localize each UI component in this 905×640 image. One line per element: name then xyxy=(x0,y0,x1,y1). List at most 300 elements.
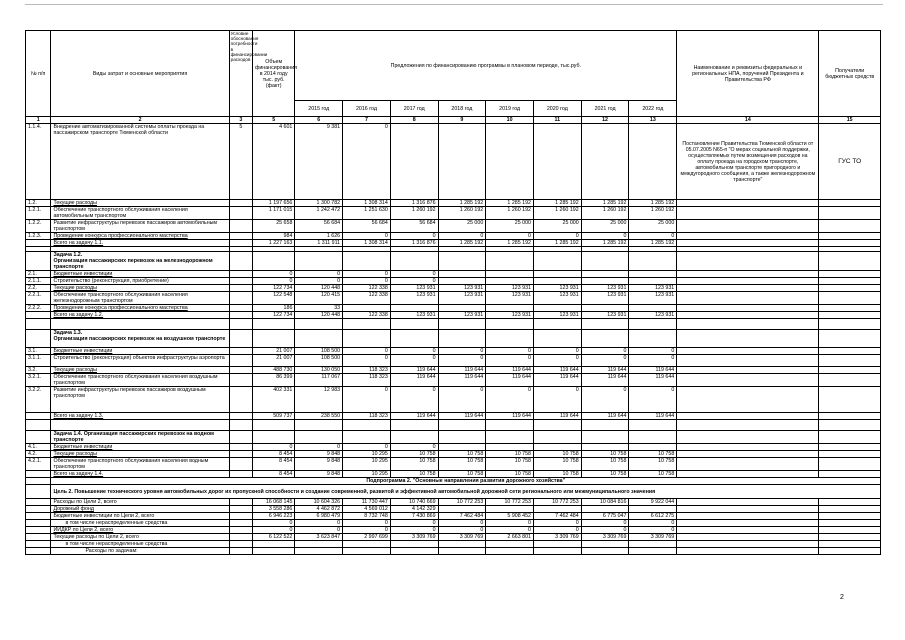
table-row xyxy=(26,387,881,413)
row-basis xyxy=(229,471,252,478)
empty-cell xyxy=(26,319,51,330)
recipient-cell xyxy=(819,534,881,541)
value-cell xyxy=(343,305,391,312)
row-number xyxy=(26,252,51,271)
value-cell xyxy=(629,541,677,548)
value-cell: 123 931 xyxy=(629,312,677,319)
value-cell: 1 285 192 xyxy=(581,240,629,247)
row-number: 3.2. xyxy=(26,367,51,374)
value-cell xyxy=(390,541,438,548)
value-cell: 0 xyxy=(486,348,534,355)
header-kind: Виды затрат и основные мероприятия xyxy=(51,31,229,117)
value-cell xyxy=(390,124,438,200)
value-cell: 119 644 xyxy=(533,413,581,420)
value-cell: 488 730 xyxy=(252,367,294,374)
value-cell xyxy=(438,548,486,555)
row-text: ИИДКР по Цели 2, всего xyxy=(51,527,229,534)
value-cell: 120 448 xyxy=(295,312,343,319)
empty-cell xyxy=(533,330,581,348)
value-cell: 122 338 xyxy=(343,312,391,319)
value-cell: 6 946 223 xyxy=(252,513,294,520)
value-cell: 1 260 192 xyxy=(438,207,486,220)
value-cell: 1 308 314 xyxy=(343,200,391,207)
recipient-cell xyxy=(819,285,881,292)
value-cell xyxy=(390,305,438,312)
value-cell: 3 309 769 xyxy=(629,534,677,541)
value-cell: 186 xyxy=(252,305,294,312)
value-cell: 123 931 xyxy=(486,285,534,292)
value-cell xyxy=(295,548,343,555)
empty-cell xyxy=(252,431,294,444)
row-basis xyxy=(229,207,252,220)
empty-cell xyxy=(819,431,881,444)
empty-cell xyxy=(229,330,252,348)
value-cell xyxy=(343,548,391,555)
value-cell: 21 007 xyxy=(252,348,294,355)
task-title-label: Задача 1.4. Организация пассажирских перевозок на водном транспорте xyxy=(53,431,214,443)
value-cell: 0 xyxy=(629,387,677,413)
row-text: Бюджетные инвестиции по Цели 2, всего xyxy=(51,513,229,520)
row-number: 1.2.2. xyxy=(26,220,51,233)
table-row xyxy=(26,312,881,319)
recipient-cell xyxy=(819,541,881,548)
empty-cell xyxy=(252,420,294,431)
value-cell: 0 xyxy=(438,348,486,355)
value-cell: 123 931 xyxy=(533,292,581,305)
row-text: Строительство (реконструкция, приобретение) xyxy=(51,278,229,285)
value-cell xyxy=(533,305,581,312)
value-cell: 6 980 479 xyxy=(295,513,343,520)
recipient-cell xyxy=(819,548,881,555)
empty-cell xyxy=(390,420,438,431)
value-cell: 0 xyxy=(343,124,391,200)
value-cell: 0 xyxy=(486,387,534,413)
value-cell: 0 xyxy=(533,233,581,240)
value-cell xyxy=(486,541,534,548)
value-cell: 1 285 192 xyxy=(486,200,534,207)
empty-cell xyxy=(629,319,677,330)
row-basis xyxy=(229,499,252,506)
financing-table xyxy=(25,30,881,555)
value-cell xyxy=(486,506,534,513)
value-cell: 3 309 769 xyxy=(533,534,581,541)
value-cell: 122 734 xyxy=(252,312,294,319)
value-cell xyxy=(390,548,438,555)
empty-cell xyxy=(252,319,294,330)
npa-cell xyxy=(677,451,819,458)
row-text: Бюджетные инвестиции xyxy=(51,444,229,451)
value-cell xyxy=(629,548,677,555)
value-cell xyxy=(343,541,391,548)
col-number: 3 xyxy=(229,117,252,124)
value-cell: 119 644 xyxy=(390,413,438,420)
value-cell: 1 285 192 xyxy=(629,240,677,247)
empty-cell xyxy=(486,431,534,444)
empty-cell xyxy=(229,252,252,271)
row-basis xyxy=(229,312,252,319)
value-cell: 119 644 xyxy=(629,367,677,374)
row-text: Развитие инфраструктуры перевозок пассажиров автомобильным транспортом xyxy=(51,220,229,233)
value-cell xyxy=(533,444,581,451)
recipient-cell xyxy=(819,374,881,387)
npa-cell xyxy=(677,548,819,555)
npa-cell xyxy=(677,520,819,527)
value-cell: 0 xyxy=(252,271,294,278)
value-cell: 0 xyxy=(629,355,677,367)
value-cell: 10 758 xyxy=(438,471,486,478)
header-npa: Наименование и реквизиты федеральных и региональных НПА, поручений Президента и Правительства РФ xyxy=(677,31,819,117)
recipient-cell xyxy=(819,527,881,534)
npa-cell xyxy=(677,374,819,387)
column-numbers-row xyxy=(26,117,881,124)
col-number: 2 xyxy=(51,117,229,124)
value-cell: 119 644 xyxy=(438,374,486,387)
value-cell: 119 644 xyxy=(581,367,629,374)
npa-cell xyxy=(677,200,819,207)
value-cell: 16 068 145 xyxy=(252,499,294,506)
value-cell: 7 462 484 xyxy=(533,513,581,520)
row-number xyxy=(26,431,51,444)
top-rule xyxy=(25,4,883,5)
npa-cell xyxy=(677,444,819,451)
empty-cell xyxy=(533,252,581,271)
value-cell xyxy=(533,548,581,555)
value-cell: 0 xyxy=(533,520,581,527)
value-cell: 5 908 452 xyxy=(486,513,534,520)
value-cell: 123 931 xyxy=(438,292,486,305)
value-cell: 0 xyxy=(390,387,438,413)
npa-cell xyxy=(677,367,819,374)
value-cell: 123 931 xyxy=(629,292,677,305)
header-year: 2016 год xyxy=(343,101,391,117)
value-cell: 0 xyxy=(533,355,581,367)
value-cell: 0 xyxy=(629,520,677,527)
value-cell: 119 644 xyxy=(438,367,486,374)
value-cell: 0 xyxy=(252,444,294,451)
value-cell: 238 550 xyxy=(295,413,343,420)
value-cell: 10 772 253 xyxy=(533,499,581,506)
value-cell: 119 644 xyxy=(629,374,677,387)
value-cell: 123 931 xyxy=(438,285,486,292)
value-cell: 12 983 xyxy=(295,387,343,413)
span-text: Цель 2. Повышение технического уровня автомобильных дорог их пропускной способности и создание современной, развитой и эффективной автомобильной дорожной сети регионального или межмуниципального значения xyxy=(51,485,881,499)
npa-cell xyxy=(677,348,819,355)
value-cell: 0 xyxy=(343,233,391,240)
row-text: Всего на задачу 1.4. xyxy=(51,471,229,478)
value-cell: 4 462 872 xyxy=(295,506,343,513)
value-cell: 9 848 xyxy=(295,451,343,458)
row-number: 3.2.2. xyxy=(26,387,51,413)
recipient-cell xyxy=(819,387,881,413)
task-title-sub: Организация пассажирских перевозок на железнодорожном транспорте xyxy=(53,258,213,270)
value-cell: 1 260 192 xyxy=(629,207,677,220)
value-cell: 25 000 xyxy=(533,220,581,233)
value-cell: 10 758 xyxy=(581,471,629,478)
col-number: 12 xyxy=(581,117,629,124)
recipient-cell xyxy=(819,444,881,451)
value-cell: 56 684 xyxy=(343,220,391,233)
header-year: 2015 год xyxy=(295,101,343,117)
page-number: 2 xyxy=(840,594,844,601)
empty-cell xyxy=(295,431,343,444)
row-text: Обеспечение транспортного обслуживания населения автомобильным транспортом xyxy=(51,207,229,220)
row-basis xyxy=(229,513,252,520)
empty-cell xyxy=(677,420,819,431)
value-cell: 0 xyxy=(390,527,438,534)
value-cell: 108 500 xyxy=(295,348,343,355)
value-cell: 0 xyxy=(343,444,391,451)
value-cell: 0 xyxy=(629,348,677,355)
value-cell: 119 644 xyxy=(390,374,438,387)
row-text: Текущие расходы xyxy=(51,200,229,207)
value-cell: 10 740 669 xyxy=(390,499,438,506)
table-row xyxy=(26,499,881,506)
value-cell: 0 xyxy=(533,527,581,534)
value-cell: 1 227 163 xyxy=(252,240,294,247)
empty-cell xyxy=(533,420,581,431)
value-cell xyxy=(629,124,677,200)
npa-cell xyxy=(677,506,819,513)
npa-cell: Постановление Правительства Тюменской области от 05.07.2005 N65-п "О мерах социальной поддержки, осуществляемых путем возмещения расходов на оплату проезда на городском транспорте, автомобильном транспорте пригородного и междугородного сообщения, а также железнодорожном транспорте" xyxy=(677,124,819,200)
row-basis xyxy=(229,240,252,247)
row-number xyxy=(26,548,51,555)
row-basis xyxy=(229,285,252,292)
value-cell xyxy=(533,271,581,278)
row-text: Проведение конкурса профессионального мастерства xyxy=(51,305,229,312)
row-number xyxy=(26,485,51,499)
table-row xyxy=(26,506,881,513)
value-cell: 56 684 xyxy=(295,220,343,233)
empty-cell xyxy=(390,319,438,330)
empty-cell xyxy=(343,431,391,444)
row-number: 4.2.1. xyxy=(26,458,51,471)
empty-cell xyxy=(819,319,881,330)
value-cell: 0 xyxy=(438,233,486,240)
task-title-label: Задача 1.3. xyxy=(53,330,83,336)
value-cell xyxy=(581,444,629,451)
row-text: Обеспечение транспортного обслуживания населения водным транспортом xyxy=(51,458,229,471)
empty-cell xyxy=(581,330,629,348)
value-cell: 0 xyxy=(438,387,486,413)
col-number: 6 xyxy=(295,117,343,124)
task-title xyxy=(51,252,229,271)
table-row xyxy=(26,124,881,200)
recipient-cell xyxy=(819,499,881,506)
value-cell: 123 931 xyxy=(581,292,629,305)
empty-cell xyxy=(819,252,881,271)
value-cell: 1 308 314 xyxy=(343,240,391,247)
value-cell: 4 142 329 xyxy=(390,506,438,513)
row-text: Текущие расходы xyxy=(51,367,229,374)
empty-cell xyxy=(629,420,677,431)
value-cell: 1 311 911 xyxy=(295,240,343,247)
recipient-cell xyxy=(819,413,881,420)
empty-cell xyxy=(486,319,534,330)
row-basis xyxy=(229,520,252,527)
table-row xyxy=(26,548,881,555)
value-cell: 0 xyxy=(295,520,343,527)
value-cell: 123 931 xyxy=(390,292,438,305)
task-title xyxy=(51,330,229,348)
row-number: 1.2.1. xyxy=(26,207,51,220)
span-text: Подпрограмма 2. "Основные направления развития дорожного хозяйства" xyxy=(51,478,881,485)
value-cell: 1 626 xyxy=(295,233,343,240)
row-basis xyxy=(229,444,252,451)
value-cell: 123 931 xyxy=(486,312,534,319)
table-row xyxy=(26,240,881,247)
value-cell: 0 xyxy=(438,520,486,527)
value-cell: 0 xyxy=(486,527,534,534)
empty-cell xyxy=(486,330,534,348)
value-cell: 10 758 xyxy=(581,458,629,471)
table-row xyxy=(26,278,881,285)
row-basis xyxy=(229,271,252,278)
empty-cell xyxy=(438,420,486,431)
value-cell xyxy=(581,541,629,548)
value-cell: 1 171 015 xyxy=(252,207,294,220)
empty-cell xyxy=(819,330,881,348)
value-cell xyxy=(533,124,581,200)
value-cell: 123 931 xyxy=(438,312,486,319)
value-cell: 0 xyxy=(252,520,294,527)
row-number: 1.2. xyxy=(26,200,51,207)
row-basis xyxy=(229,374,252,387)
row-text: Всего на задачу 1.1. xyxy=(51,240,229,247)
value-cell: 0 xyxy=(343,387,391,413)
row-text: Текущие расходы по Цели 2, всего xyxy=(51,534,229,541)
empty-cell xyxy=(533,431,581,444)
value-cell: 25 658 xyxy=(252,220,294,233)
row-number: 2.1.1. xyxy=(26,278,51,285)
task-title-label: Задача 1.2. xyxy=(53,252,83,258)
value-cell: 10 758 xyxy=(438,451,486,458)
span-row xyxy=(26,478,881,485)
value-cell: 0 xyxy=(390,444,438,451)
value-cell: 117 067 xyxy=(295,374,343,387)
empty-cell xyxy=(229,319,252,330)
row-number xyxy=(26,527,51,534)
value-cell: 25 000 xyxy=(629,220,677,233)
value-cell: 123 931 xyxy=(581,312,629,319)
value-cell: 7 462 484 xyxy=(438,513,486,520)
value-cell: 1 260 192 xyxy=(581,207,629,220)
empty-cell xyxy=(581,431,629,444)
value-cell: 108 500 xyxy=(295,355,343,367)
empty-cell xyxy=(229,420,252,431)
value-cell: 122 548 xyxy=(252,292,294,305)
value-cell: 0 xyxy=(343,278,391,285)
row-number xyxy=(26,499,51,506)
task-title xyxy=(51,431,229,444)
value-cell xyxy=(581,278,629,285)
recipient-cell xyxy=(819,506,881,513)
value-cell xyxy=(438,444,486,451)
value-cell: 119 644 xyxy=(486,413,534,420)
value-cell: 7 430 869 xyxy=(390,513,438,520)
empty-cell xyxy=(252,330,294,348)
value-cell: 1 316 876 xyxy=(390,200,438,207)
empty-cell xyxy=(581,420,629,431)
npa-cell xyxy=(677,220,819,233)
row-basis xyxy=(229,534,252,541)
value-cell: 0 xyxy=(486,355,534,367)
value-cell xyxy=(533,278,581,285)
value-cell: 10 758 xyxy=(629,451,677,458)
row-basis xyxy=(229,348,252,355)
header-year: 2020 год xyxy=(533,101,581,117)
value-cell xyxy=(581,124,629,200)
value-cell: 0 xyxy=(295,278,343,285)
value-cell: 1 285 192 xyxy=(486,240,534,247)
value-cell xyxy=(252,548,294,555)
row-text: Обеспечение транспортного обслуживания населения воздушным транспортом xyxy=(51,374,229,387)
empty-cell xyxy=(343,252,391,271)
row-basis xyxy=(229,305,252,312)
value-cell xyxy=(533,541,581,548)
task-title-row xyxy=(26,330,881,348)
table-row xyxy=(26,541,881,548)
row-number xyxy=(26,520,51,527)
table-row xyxy=(26,458,881,471)
value-cell: 10 758 xyxy=(533,451,581,458)
value-cell: 1 251 630 xyxy=(343,207,391,220)
value-cell: 0 xyxy=(533,387,581,413)
empty-cell xyxy=(295,420,343,431)
value-cell: 8 454 xyxy=(252,458,294,471)
value-cell xyxy=(629,271,677,278)
npa-cell xyxy=(677,285,819,292)
header-basis: Условие обоснования потребности в финансировании расходов xyxy=(229,31,252,117)
recipient-cell xyxy=(819,348,881,355)
row-number: 3.1. xyxy=(26,348,51,355)
recipient-cell xyxy=(819,520,881,527)
empty-cell xyxy=(629,252,677,271)
row-number xyxy=(26,541,51,548)
value-cell: 9 381 xyxy=(295,124,343,200)
value-cell: 25 000 xyxy=(581,220,629,233)
value-cell: 10 758 xyxy=(390,458,438,471)
value-cell: 1 197 656 xyxy=(252,200,294,207)
value-cell xyxy=(581,548,629,555)
row-basis xyxy=(229,220,252,233)
row-text: Развитие инфраструктуры перевозок пассажиров воздушным транспортом xyxy=(51,387,229,413)
value-cell: 1 242 472 xyxy=(295,207,343,220)
empty-cell xyxy=(26,420,51,431)
value-cell: 6 775 047 xyxy=(581,513,629,520)
table-row xyxy=(26,471,881,478)
row-number: 2.1. xyxy=(26,271,51,278)
npa-cell xyxy=(677,233,819,240)
value-cell: 0 xyxy=(295,271,343,278)
table-row xyxy=(26,367,881,374)
value-cell xyxy=(438,271,486,278)
value-cell: 0 xyxy=(629,527,677,534)
row-text: Текущие расходы xyxy=(51,451,229,458)
value-cell: 0 xyxy=(629,233,677,240)
value-cell: 10 758 xyxy=(629,458,677,471)
recipient-cell xyxy=(819,458,881,471)
npa-cell xyxy=(677,271,819,278)
row-basis xyxy=(229,413,252,420)
recipient-cell xyxy=(819,451,881,458)
value-cell: 2 663 801 xyxy=(486,534,534,541)
col-number: 10 xyxy=(486,117,534,124)
row-text: Обеспечение транспортного обслуживания населения железнодорожным транспортом xyxy=(51,292,229,305)
value-cell: 0 xyxy=(343,355,391,367)
value-cell xyxy=(438,278,486,285)
npa-cell xyxy=(677,499,819,506)
npa-cell xyxy=(677,541,819,548)
